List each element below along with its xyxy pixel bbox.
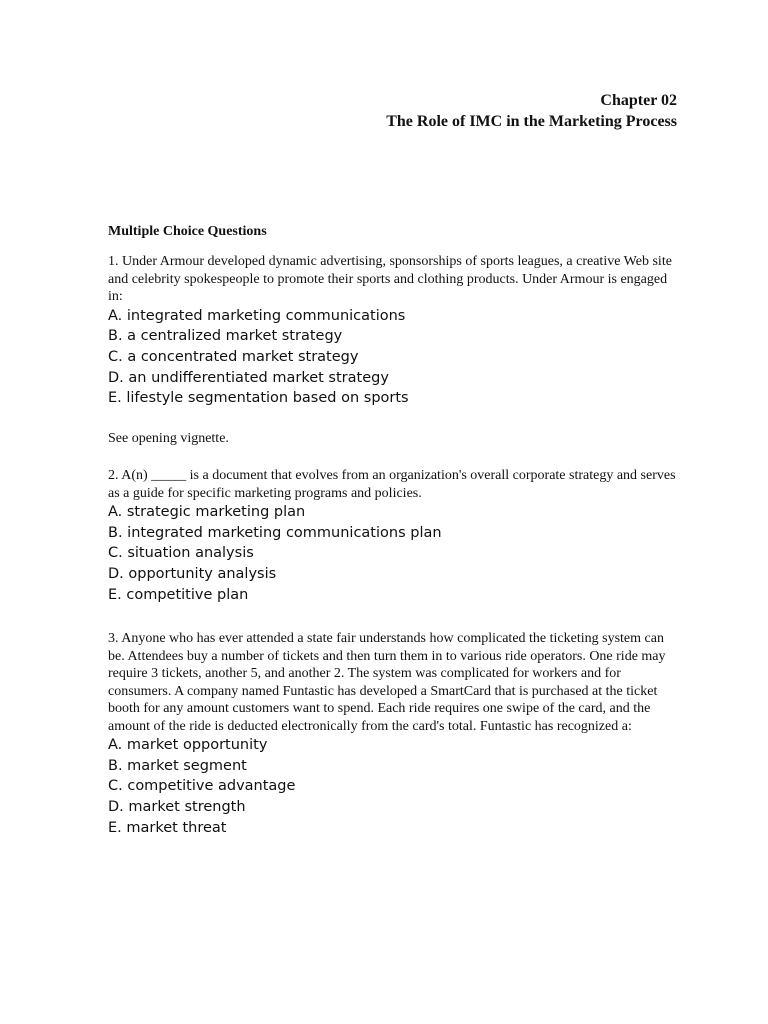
question-2-options <box>108 502 678 606</box>
question-2-stem: 2. A(n) _____ is a document that evolves from an organization's overall corporate strategy and serves as a guide for specific marketing programs and policies. <box>108 468 676 501</box>
question-1-option-d: D. an undifferentiated market strategy <box>108 369 389 386</box>
question-2-option-d: D. opportunity analysis <box>108 566 277 583</box>
question-1 <box>108 253 678 409</box>
chapter-number: Chapter 02 <box>600 92 677 109</box>
question-1-option-e: E. lifestyle segmentation based on sports <box>108 390 409 407</box>
question-1-options <box>108 306 678 410</box>
section-heading: Multiple Choice Questions <box>108 224 267 239</box>
question-3-option-d: D. market strength <box>108 799 246 816</box>
question-1-option-c: C. a concentrated market strategy <box>108 348 359 365</box>
question-3-option-b: B. market segment <box>108 757 247 774</box>
question-2-option-b: B. integrated marketing communications plan <box>108 524 442 541</box>
question-1-stem: 1. Under Armour developed dynamic advertising, sponsorships of sports leagues, a creative Web site and celebrity spokespeople to promote their sports and clothing products. Under Armour is engaged in: <box>108 254 672 304</box>
question-2-option-e: E. competitive plan <box>108 586 249 603</box>
question-3-stem: 3. Anyone who has ever attended a state fair understands how complicated the ticketing system can be. Attendees buy a number of tickets and then turn them in to various ride operators. One ride may require 3 tickets, another 5, and another 2. The system was complicated for workers and for consumers. A company named Funtastic has developed a SmartCard that is purchased at the ticket booth for any amount customers want to spend. Each ride requires one swipe of the card, and the amount of the ride is deducted electronically from the card's total. Funtastic has recognized a: <box>108 631 666 734</box>
question-2-option-c: C. situation analysis <box>108 545 254 562</box>
question-1-option-a: A. integrated marketing communications <box>108 307 406 324</box>
chapter-title: The Role of IMC in the Marketing Process <box>386 113 677 130</box>
question-3-option-e: E. market threat <box>108 819 227 836</box>
chapter-header <box>386 90 677 132</box>
question-3-options <box>108 735 678 839</box>
question-1-note: See opening vignette. <box>108 431 229 446</box>
question-2 <box>108 467 678 606</box>
question-1-option-b: B. a centralized market strategy <box>108 328 343 345</box>
question-3 <box>108 630 678 839</box>
question-2-option-a: A. strategic marketing plan <box>108 504 306 520</box>
question-3-option-a: A. market opportunity <box>108 737 268 753</box>
question-3-option-c: C. competitive advantage <box>108 778 296 795</box>
